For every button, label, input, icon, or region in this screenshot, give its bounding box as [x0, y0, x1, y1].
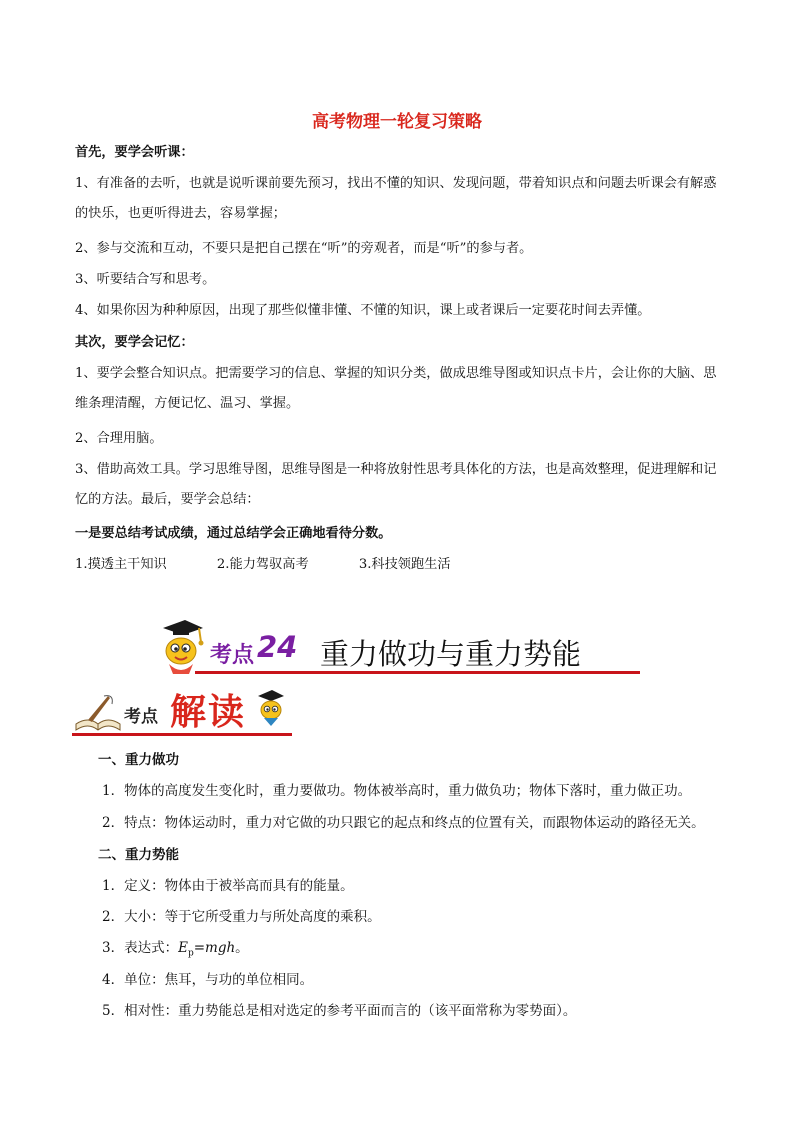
formula-sub: p	[187, 948, 194, 959]
banner-rule	[195, 671, 640, 674]
section2-item-formula	[102, 939, 249, 963]
part2-bold-line: 一是要总结考试成绩，通过总结学会正确地看待分数。	[75, 526, 392, 541]
banner-kaodian: 考点	[210, 643, 255, 668]
mascot-icon	[155, 618, 207, 676]
subject-list	[75, 556, 725, 574]
topic-banner	[155, 618, 640, 676]
sub-banner-rule	[72, 733, 292, 736]
section1-item-2: 2．特点：物体运动时，重力对它做的功只跟它的起点和终点的位置有关，而跟物体运动的路径无关。	[102, 815, 705, 831]
formula-end: 。	[235, 940, 249, 956]
section2-item-1: 1．定义：物体由于被举高而具有的能量。	[102, 878, 354, 894]
part1-paragraph-4: 4、如果你因为种种原因，出现了那些似懂非懂、不懂的知识，课上或者课后一定要花时间去弄懂。	[75, 303, 651, 318]
part2-heading: 其次，要学会记忆：	[75, 335, 194, 350]
mascot-small-icon	[254, 688, 288, 728]
part1-paragraph-2: 2、参与交流和互动，不要只是把自己摆在“听”的旁观者，而是“听”的参与者。	[75, 241, 533, 256]
book-quill-icon	[74, 694, 122, 734]
section2-item-5: 5．相对性：重力势能总是相对选定的参考平面而言的（该平面常称为零势面）。	[102, 1003, 577, 1019]
sub-banner-kaodian: 考点	[124, 707, 158, 727]
banner-topic: 重力做功与重力势能	[320, 637, 582, 671]
subject-item: 1.摸透主干知识	[75, 557, 167, 572]
section2-item-4: 4．单位：焦耳，与功的单位相同。	[102, 972, 314, 988]
formula-eq: =	[193, 940, 206, 956]
formula-prefix: 3．表达式：	[102, 940, 179, 956]
subject-item: 2.能力驾驭高考	[216, 557, 309, 572]
section1-item-1: 1．物体的高度发生变化时，重力要做功。物体被举高时，重力做负功；物体下落时，重力做正功。	[102, 783, 692, 799]
part2-paragraph-2: 2、合理用脑。	[75, 431, 163, 446]
part2-paragraph-3: 3、借助高效工具。学习思维导图，思维导图是一种将放射性思考具体化的方法，也是高效整理，促进理解和记忆的方法。最后，要学会总结：	[75, 462, 717, 507]
part1-heading: 首先，要学会听课：	[75, 145, 194, 160]
section1-heading: 一、重力做功	[98, 752, 179, 768]
part1-paragraph-1: 1、有准备的去听，也就是说听课前要先预习，找出不懂的知识、发现问题，带着知识点和问题去听课会有解惑的快乐，也更听得进去，容易掌握；	[75, 176, 717, 221]
formula-mgh: mgh	[205, 940, 236, 956]
sub-banner-jiedu: 解读	[170, 691, 247, 733]
page-title: 高考物理一轮复习策略	[312, 112, 482, 132]
part2-paragraph-1: 1、要学会整合知识点。把需要学习的信息、掌握的知识分类，做成思维导图或知识点卡片，会让你的大脑、思维条理清醒，方便记忆、温习、掌握。	[75, 366, 717, 411]
section2-heading: 二、重力势能	[98, 847, 179, 863]
section2-item-2: 2．大小：等于它所受重力与所处高度的乘积。	[102, 909, 381, 925]
kaodian-jiedu-banner	[72, 680, 292, 736]
formula-e: E	[178, 940, 188, 956]
part1-paragraph-3: 3、听要结合写和思考。	[75, 272, 216, 287]
subject-item: 3.科技领跑生活	[358, 557, 451, 572]
banner-number: 24	[257, 630, 298, 664]
